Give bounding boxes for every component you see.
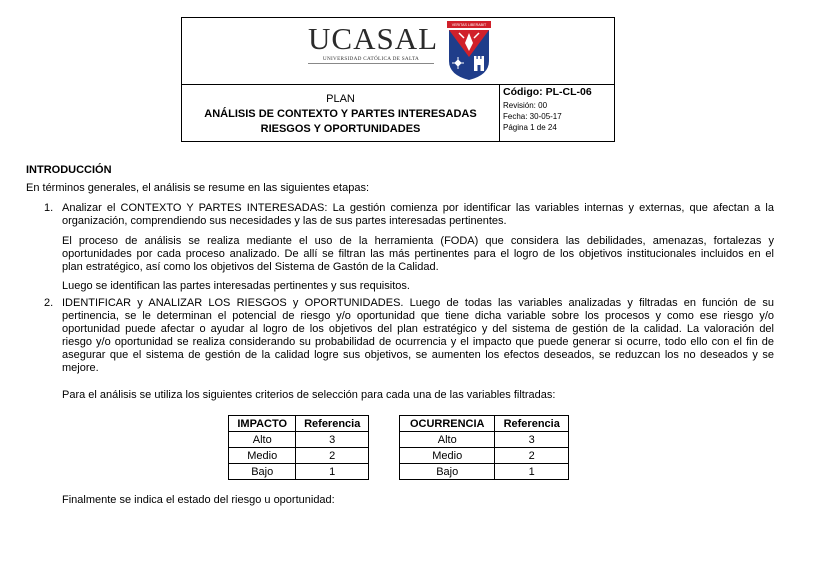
document-title-line1: ANÁLISIS DE CONTEXTO Y PARTES INTERESADAS [204, 108, 477, 120]
item2-line2: pertinencia, se le determinan el potencial de riesgo y/o oportunidad que tiene dicha variable sobre los procesos y como ese riesgo y/o [62, 310, 774, 322]
intro-text: En términos generales, el análisis se resume en las siguientes etapas: [26, 182, 370, 194]
table-header-row [400, 416, 569, 432]
ucasal-logo-subtitle: UNIVERSIDAD CATÓLICA DE SALTA [322, 56, 420, 62]
item1-para2-line3: plan estratégico, así como los objetivos del Sistema de Gastón de la Calidad. [62, 261, 439, 273]
table-cell: 3 [296, 432, 369, 448]
table-cell: 2 [296, 448, 369, 464]
item1-para2-line1: El proceso de análisis se realiza mediante el uso de la herramienta (FODA) que considera las debilidades, amenazas, fortalezas y [62, 235, 774, 247]
crest-banner-text: VERITAS LIBERABIT [451, 23, 487, 28]
header-logo-row [182, 18, 614, 85]
document-title-line2: RIESGOS Y OPORTUNIDADES [260, 123, 421, 135]
item1-line2: organización, comprendiendo sus necesidades y las de sus partes interesadas pertinentes. [62, 215, 507, 227]
page-number: Página 1 de 24 [503, 123, 557, 132]
table-cell: Alto [229, 432, 296, 448]
impact-table [228, 415, 369, 480]
table-row [229, 464, 369, 480]
item1-line1: Analizar el CONTEXTO Y PARTES INTERESADAS: La gestión comienza por identificar las variables internas y externas, que afectan a la [62, 202, 774, 214]
item1-para2-line2: oportunidades por cada proceso analizado. De allí se filtran las más pertinentes para el logro de los objetivos institucionales incluidos en el [62, 248, 774, 260]
university-crest-icon [447, 21, 491, 81]
table-header: Referencia [296, 416, 369, 432]
plan-label: PLAN [326, 93, 355, 105]
table-row [400, 432, 569, 448]
table-header: OCURRENCIA [400, 416, 495, 432]
item2-line5: asegurar que el sistema de gestión de la calidad logre sus objetivos, se aumenten los efectos deseados, se reduzcan los no deseados y se [62, 349, 774, 361]
list-number: 1. [44, 202, 54, 214]
date-label: Fecha: 30-05-17 [503, 112, 562, 121]
table-row [400, 464, 569, 480]
table-cell: 1 [296, 464, 369, 480]
table-header: IMPACTO [229, 416, 296, 432]
item2-line6: mejore. [62, 362, 99, 374]
document-code: Código: PL-CL-06 [503, 86, 592, 98]
table-cell: Alto [400, 432, 495, 448]
item2-line4: riesgo y/o oportunidad se realiza considerando su probabilidad de ocurrencia y el impacto que puede generar si ocurre, todo ello con el fin de [62, 336, 774, 348]
item2-line1: IDENTIFICAR y ANALIZAR LOS RIESGOS y OPORTUNIDADES. Luego de todas las variables analizadas y filtradas en función de su [62, 297, 774, 309]
section-heading: INTRODUCCIÓN [26, 164, 112, 176]
table-header-row [229, 416, 369, 432]
table-row [400, 448, 569, 464]
header-title-cell [182, 84, 500, 141]
header-meta-cell [500, 84, 614, 141]
table-cell: 3 [495, 432, 569, 448]
closing-text: Finalmente se indica el estado del riesgo u oportunidad: [62, 494, 335, 506]
occurrence-table [399, 415, 569, 480]
logo-divider [308, 63, 434, 64]
table-header: Referencia [495, 416, 569, 432]
list-number: 2. [44, 297, 54, 309]
item1-para3: Luego se identifican las partes interesadas pertinentes y sus requisitos. [62, 280, 410, 292]
table-row [229, 432, 369, 448]
item2-line3: oportunidad puede afectar o ayudar al logro de los objetivos del plan estratégico y del sistema de gestión de la calidad. La valoración del [62, 323, 774, 335]
table-row [229, 448, 369, 464]
document-header [181, 17, 615, 142]
table-cell: Bajo [400, 464, 495, 480]
revision-label: Revisión: 00 [503, 101, 548, 110]
ucasal-logo-text: UCASAL [308, 21, 439, 56]
table-cell: 2 [495, 448, 569, 464]
table-cell: Medio [229, 448, 296, 464]
table-cell: 1 [495, 464, 569, 480]
table-cell: Medio [400, 448, 495, 464]
table-cell: Bajo [229, 464, 296, 480]
criteria-text: Para el análisis se utiliza los siguientes criterios de selección para cada una de las variables filtradas: [62, 389, 556, 401]
